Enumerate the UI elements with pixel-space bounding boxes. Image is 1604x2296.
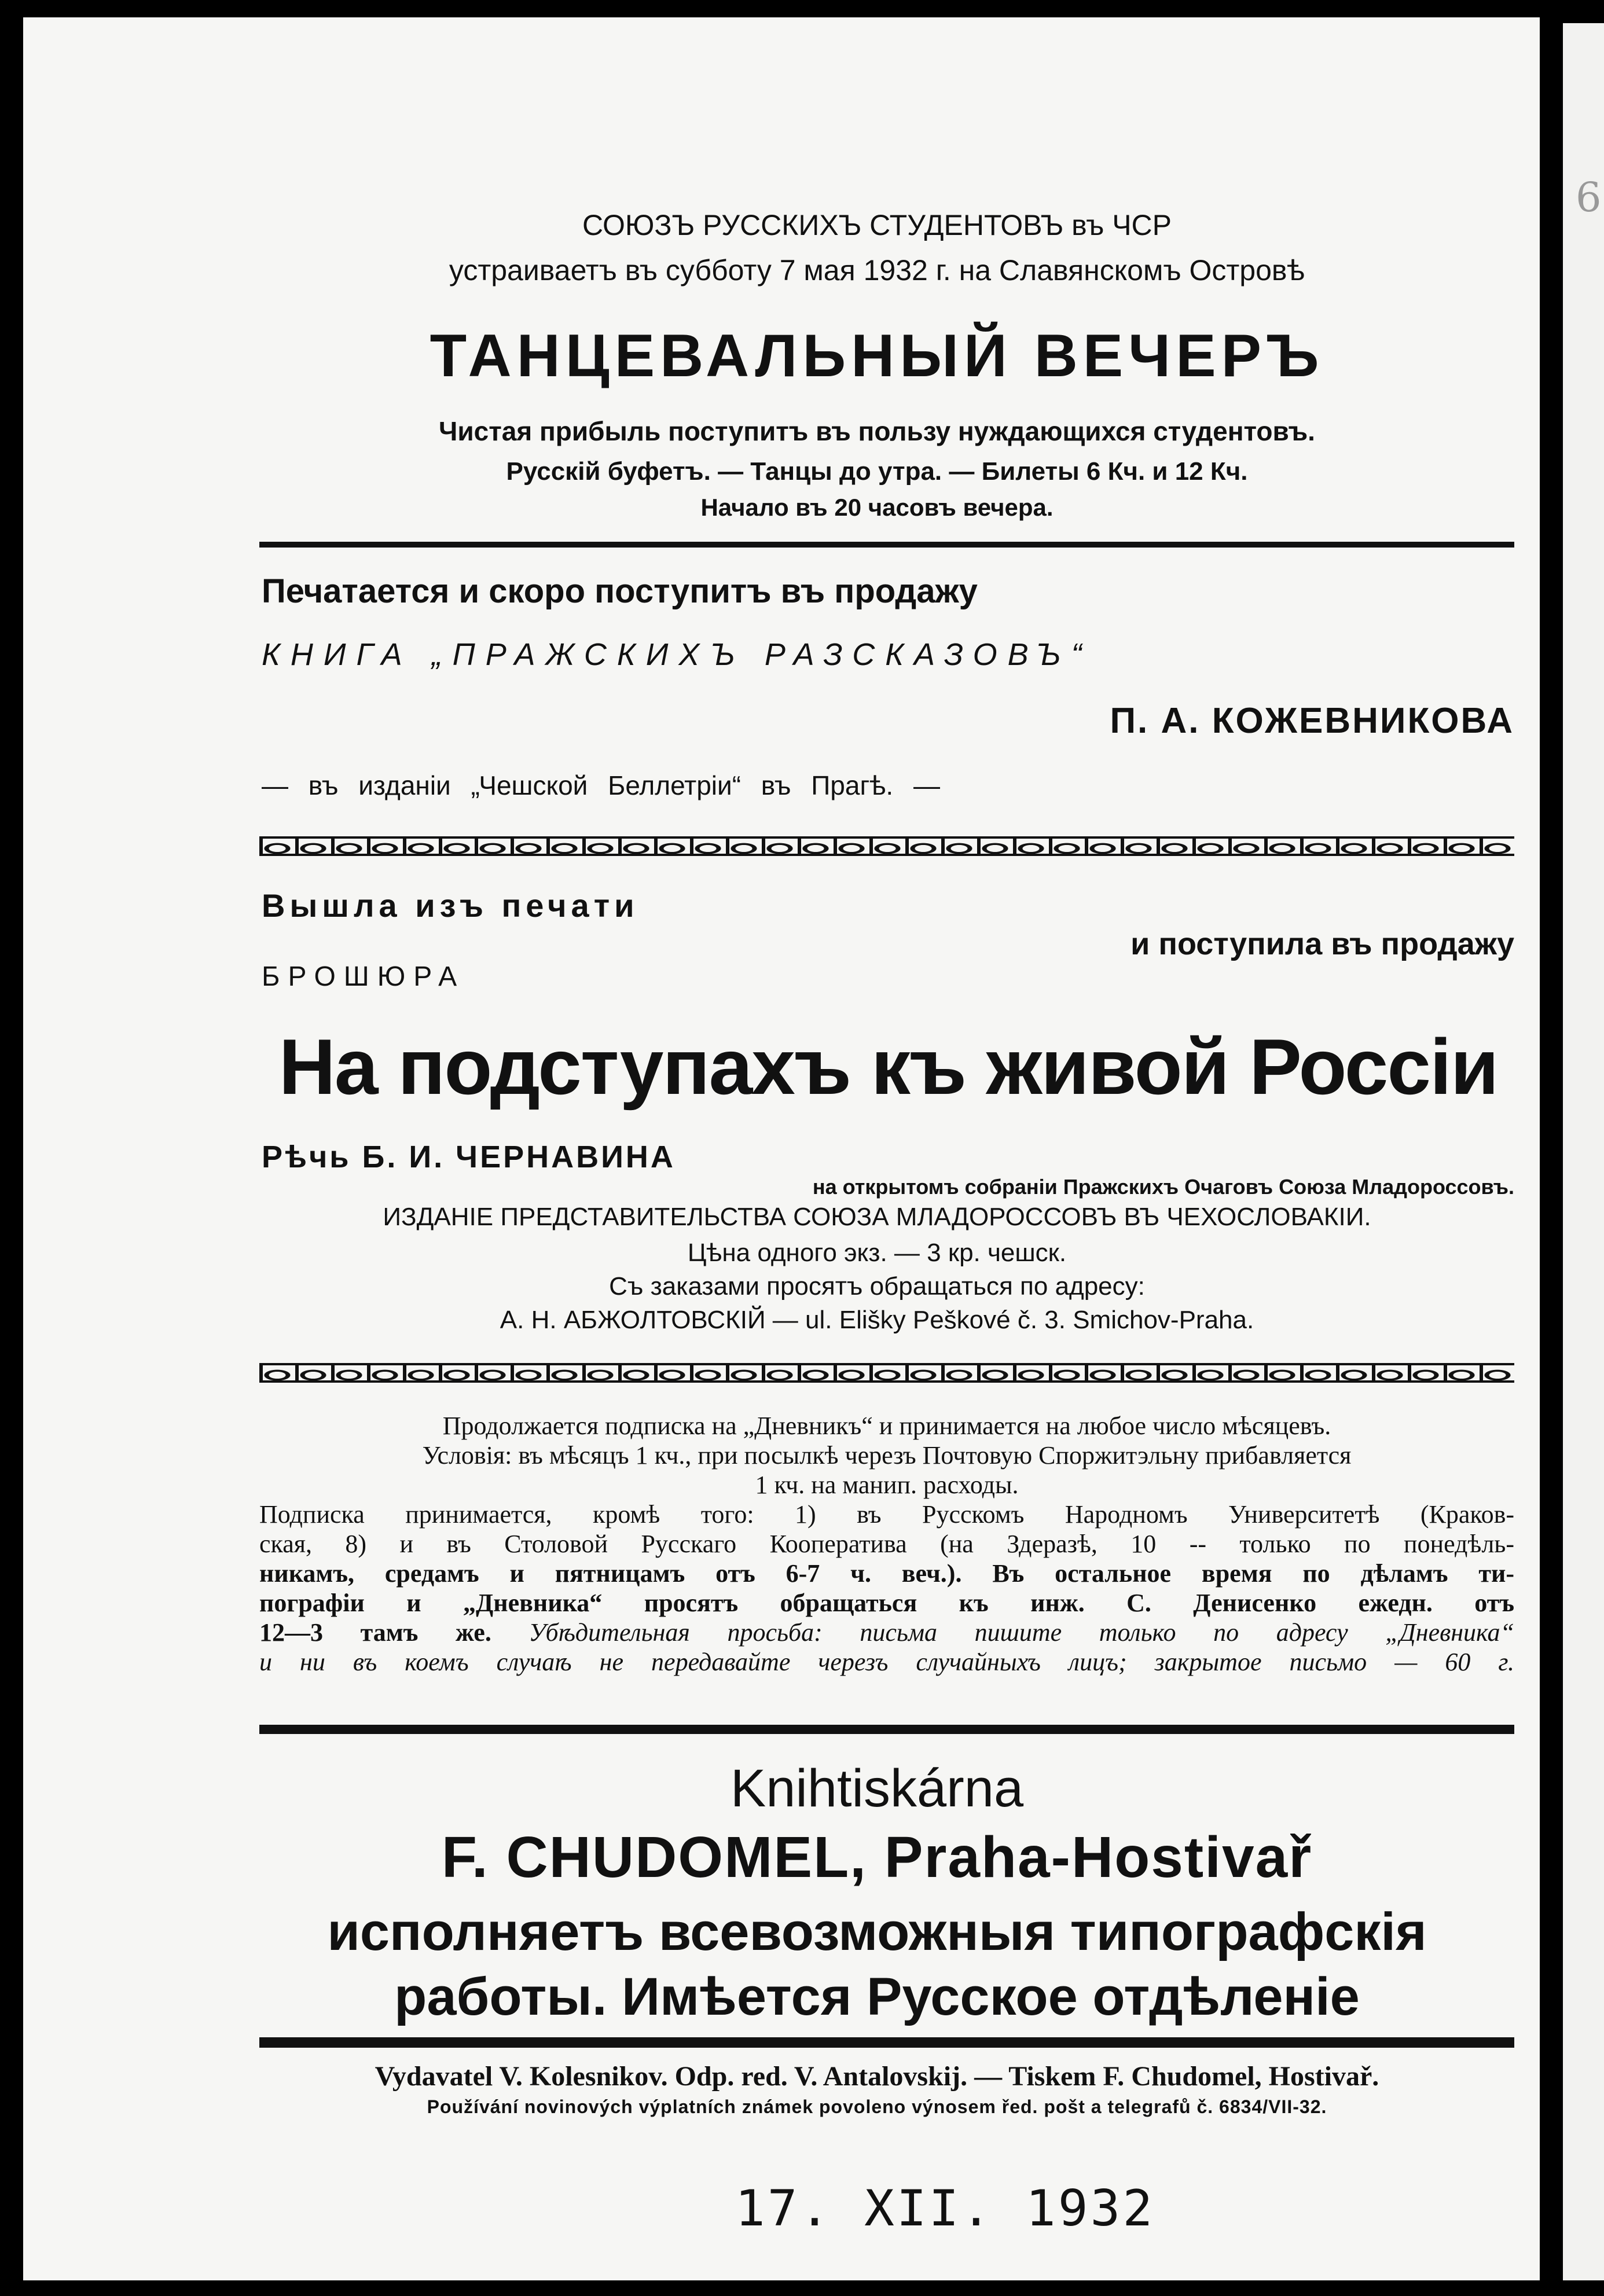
book-author: П. А. КОЖЕВНИКОВА: [1110, 701, 1514, 741]
dance-line-profit: Чистая прибыль поступитъ въ пользу нуждающихся студентовъ.: [439, 416, 1315, 446]
brochure-venue: на открытомъ собраніи Пражскихъ Очаговъ Союза Младороссовъ.: [812, 1175, 1514, 1199]
printer-services: исполняетъ всевозможныя типографскія: [327, 1902, 1427, 1961]
footer-rule: [259, 2037, 1514, 2048]
subscription-request: Убѣдительная просьба: письма пишите только по адресу „Дневника“: [528, 1618, 1514, 1647]
archive-date-stamp: 17. XII. 1932: [735, 2180, 1155, 2238]
ornamental-divider: [259, 836, 1514, 856]
subscription-line-5: ская, 8) и въ Столовой Русскаго Кооператива (на Здеразѣ, 10 -- только по понедѣль-: [259, 1530, 1514, 1558]
dance-line-start: Начало въ 20 часовъ вечера.: [700, 494, 1054, 521]
footer-imprint: Vydavatel V. Kolesnikov. Odp. red. V. Antalovskij. — Tiskem F. Chudomel, Hostivař.: [375, 2061, 1379, 2092]
subscription-line-4: Подписка принимается, кромѣ того: 1) въ Русскомъ Народномъ Университетѣ (Краков-: [259, 1500, 1514, 1529]
dance-title: ТАНЦЕВАЛЬНЫЙ ВЕЧЕРЪ: [430, 322, 1324, 390]
dance-line-tickets: Русскій буфетъ. — Танцы до утра. — Билеты 6 Кч. и 12 Кч.: [506, 457, 1248, 486]
brochure-publisher: ИЗДАНІЕ ПРЕДСТАВИТЕЛЬСТВА СОЮЗА МЛАДОРОССОВЪ ВЪ ЧЕХОСЛОВАКІИ.: [383, 1203, 1371, 1231]
ornamental-divider: [259, 1363, 1514, 1383]
brochure-left-top: Вышла изъ печати: [262, 887, 639, 924]
section-rule: [259, 542, 1514, 548]
brochure-right-top: и поступила въ продажу: [1130, 927, 1514, 961]
subscription-line-6: никамъ, средамъ и пятницамъ отъ 6-7 ч. веч.). Въ остальное время по дѣламъ ти-: [259, 1559, 1514, 1588]
printer-department: работы. Имѣется Русское отдѣленіе: [394, 1967, 1360, 2026]
subscription-line-2: Условія: въ мѣсяцъ 1 кч., при посылкѣ черезъ Почтовую Споржитэльну прибавляется: [422, 1441, 1352, 1470]
subscription-line-7: пографіи и „Дневника“ просятъ обращаться къ инж. С. Денисенко ежедн. отъ: [259, 1589, 1514, 1617]
section-rule: [259, 1725, 1514, 1734]
subscription-line-9: и ни въ коемъ случаѣ не передавайте черезъ случайныхъ лицъ; закрытое письмо — 60 г.: [259, 1648, 1514, 1676]
footer-postal-permit: Používání novinových výplatních známek povoleno výnosem řed. pošt a telegrafů č. 6834/VII-32.: [427, 2096, 1327, 2117]
book-headline: Печатается и скоро поступитъ въ продажу: [262, 572, 978, 610]
subscription-notice: [259, 1411, 1514, 1677]
book-edition: — въ изданіи „Чешской Беллетріи“ въ Прагѣ. —: [262, 770, 940, 800]
brochure-orders: Съ заказами просятъ обращаться по адресу:: [609, 1272, 1145, 1301]
brochure-label: БРОШЮРА: [262, 961, 465, 992]
adjacent-page-strip: [1563, 23, 1604, 2280]
subscription-line-1: Продолжается подписка на „Дневникъ“ и принимается на любое число мѣсяцевъ.: [442, 1412, 1331, 1440]
brochure-title: На подступахъ къ живой Россіи: [278, 1023, 1498, 1111]
margin-mark: 6: [1576, 174, 1602, 221]
dance-line-organizer: СОЮЗЪ РУССКИХЪ СТУДЕНТОВЪ въ ЧСР: [582, 209, 1172, 241]
dance-line-date: устраиваетъ въ субботу 7 мая 1932 г. на Славянскомъ Островѣ: [449, 254, 1305, 286]
brochure-speech: Рѣчь Б. И. ЧЕРНАВИНА: [262, 1140, 676, 1174]
brochure-address: А. Н. АБЖОЛТОВСКІЙ — ul. Elišky Peškové č. 3. Smichov-Praha.: [500, 1306, 1254, 1334]
subscription-hours: 12—3 тамъ же.: [259, 1618, 491, 1647]
subscription-line-3: 1 кч. на манип. расходы.: [755, 1471, 1019, 1499]
brochure-price: Цѣна одного экз. — 3 кр. чешск.: [687, 1239, 1067, 1267]
printer-name: Knihtiskárna: [730, 1759, 1024, 1818]
printer-company: F. CHUDOMEL, Praha-Hostivař: [441, 1825, 1313, 1890]
subscription-line-8: [259, 1618, 1514, 1647]
book-title: КНИГА „ПРАЖСКИХЪ РАЗСКАЗОВЪ“: [262, 637, 1092, 672]
